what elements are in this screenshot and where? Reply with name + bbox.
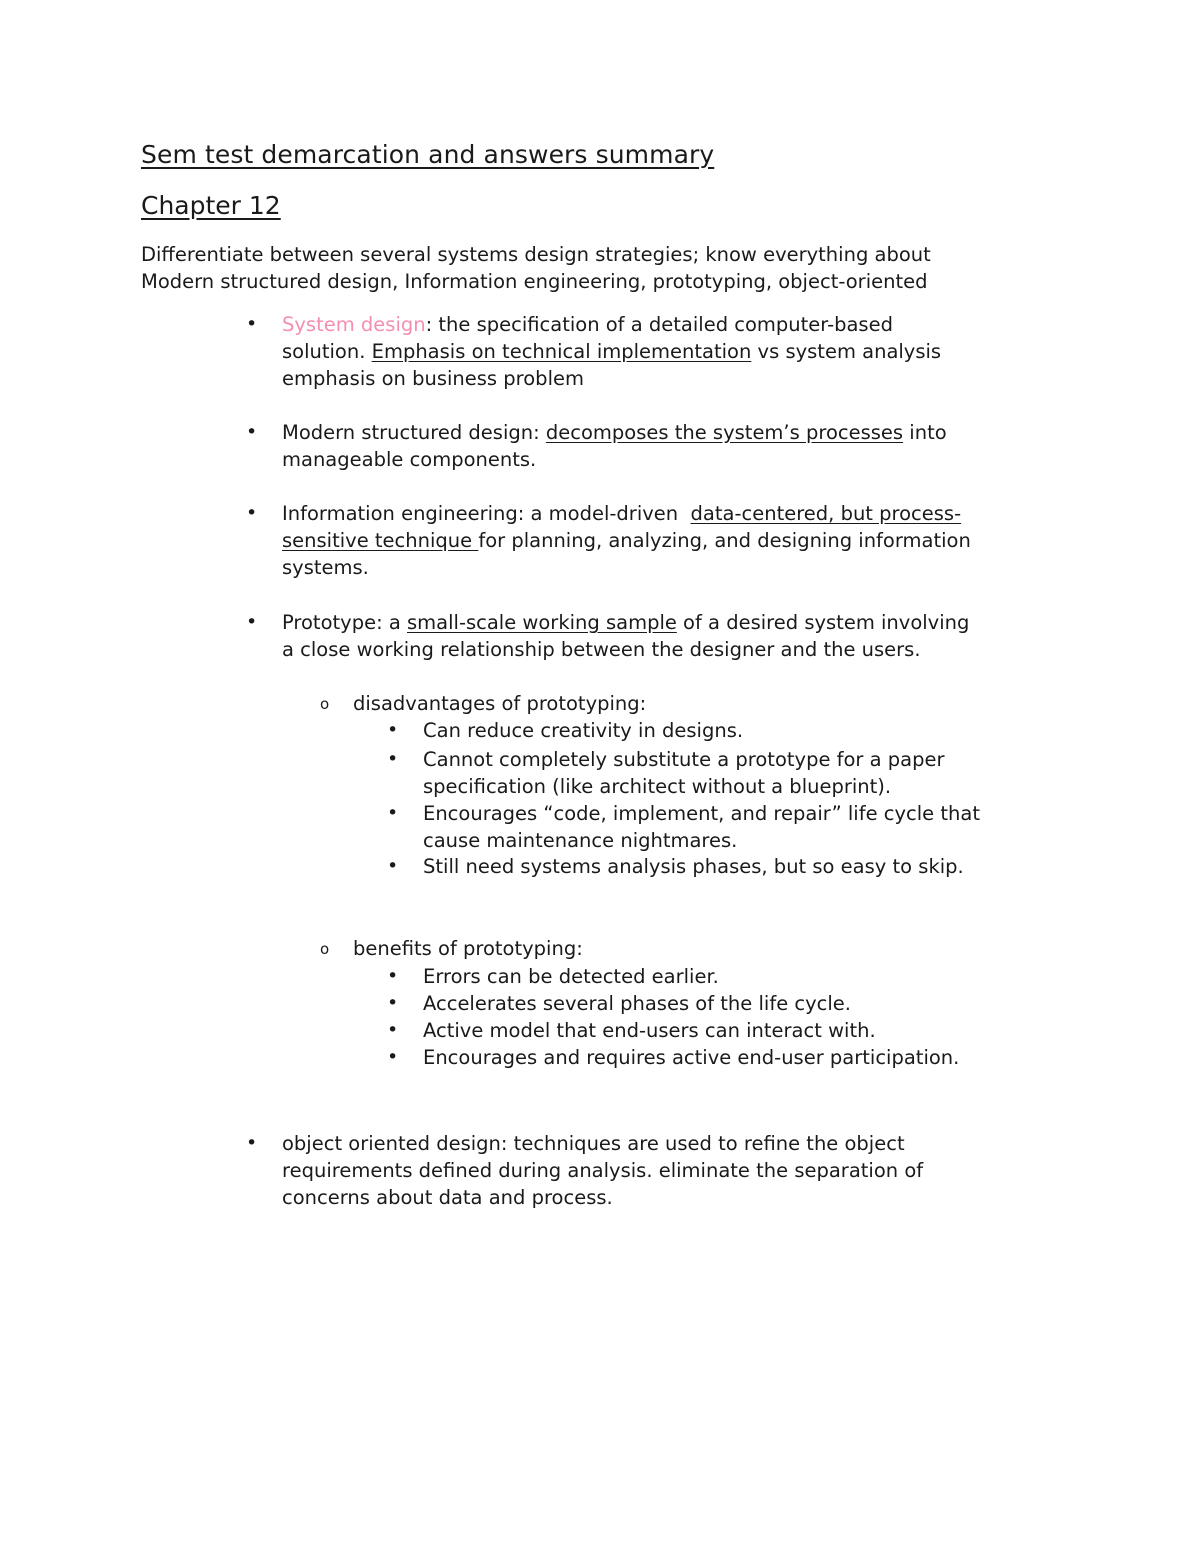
bullet-icon: • <box>246 611 258 633</box>
underlined-text: Emphasis on technical implementation <box>371 340 752 363</box>
sublist-item <box>387 1017 1083 1044</box>
text: manageable components. <box>282 448 537 471</box>
text: vs system analysis <box>751 340 942 363</box>
chapter-heading: Chapter 12 <box>141 191 281 220</box>
text: Active model that end-users can interact with. <box>423 1019 876 1042</box>
list-item-prototype <box>246 609 1072 663</box>
sublist-item <box>387 963 1083 990</box>
bullet-icon: • <box>387 965 399 987</box>
sublist-item <box>387 990 1083 1017</box>
bullet-icon: • <box>246 421 258 443</box>
bullet-icon: • <box>387 748 399 770</box>
text: Can reduce creativity in designs. <box>423 719 744 742</box>
intro-line: Modern structured design, Information engineering, prototyping, object-oriented <box>141 270 928 293</box>
list-item-information-engineering <box>246 500 1072 581</box>
text: Information engineering: a model-driven <box>282 502 691 525</box>
text: Encourages and requires active end-user participation. <box>423 1046 960 1069</box>
text: requirements defined during analysis. eliminate the separation of <box>282 1159 924 1182</box>
text: Cannot completely substitute a prototype for a paper <box>423 748 945 771</box>
text: Prototype: a <box>282 611 407 634</box>
text: cause maintenance nightmares. <box>423 829 738 852</box>
bullet-icon: • <box>387 802 399 824</box>
text: Still need systems analysis phases, but so easy to skip. <box>423 855 964 878</box>
bullet-icon: • <box>387 719 399 741</box>
bullet-icon: • <box>387 855 399 877</box>
bullet-icon: • <box>246 1132 258 1154</box>
underlined-text: small-scale working sample <box>407 611 677 634</box>
text: Encourages “code, implement, and repair” life cycle that <box>423 802 980 825</box>
underlined-text: sensitive technique <box>282 529 479 552</box>
circle-bullet-icon: o <box>320 940 330 958</box>
list-item-modern-structured-design <box>246 419 1072 473</box>
sublist-item <box>387 717 1083 744</box>
text: a close working relationship between the designer and the users. <box>282 638 921 661</box>
bullet-icon: • <box>387 1019 399 1041</box>
bullet-icon: • <box>246 502 258 524</box>
text: Errors can be detected earlier. <box>423 965 719 988</box>
underlined-text: data-centered, but process- <box>690 502 962 525</box>
circle-bullet-icon: o <box>320 695 330 713</box>
text: Modern structured design: <box>282 421 546 444</box>
sublist-item <box>387 853 1083 880</box>
sublist-heading-benefits <box>320 935 1073 962</box>
text: disadvantages of prototyping: <box>353 692 647 715</box>
sublist-item <box>387 800 1083 854</box>
text: solution. <box>282 340 372 363</box>
text: systems. <box>282 556 369 579</box>
text: : the specification of a detailed computer-based <box>425 313 893 336</box>
intro-paragraph <box>141 241 1081 295</box>
list-item-system-design <box>246 311 1072 392</box>
sublist-item <box>387 1044 1083 1071</box>
document-title: Sem test demarcation and answers summary <box>141 140 715 169</box>
text: benefits of prototyping: <box>353 937 583 960</box>
list-item-object-oriented-design <box>246 1130 1072 1211</box>
bullet-icon: • <box>246 313 258 335</box>
text: specification (like architect without a blueprint). <box>423 775 892 798</box>
text: for planning, analyzing, and designing information <box>478 529 971 552</box>
text: of a desired system involving <box>676 611 970 634</box>
bullet-icon: • <box>387 1046 399 1068</box>
sublist-item <box>387 746 1083 800</box>
intro-line: Differentiate between several systems design strategies; know everything about <box>141 243 931 266</box>
bullet-icon: • <box>387 992 399 1014</box>
text: concerns about data and process. <box>282 1186 613 1209</box>
text: into <box>903 421 947 444</box>
term-system-design: System design <box>282 313 426 336</box>
sublist-heading-disadvantages <box>320 690 1073 717</box>
text: Accelerates several phases of the life cycle. <box>423 992 851 1015</box>
text: emphasis on business problem <box>282 367 584 390</box>
underlined-text: decomposes the system’s processes <box>545 421 904 444</box>
text: object oriented design: techniques are used to refine the object <box>282 1132 905 1155</box>
